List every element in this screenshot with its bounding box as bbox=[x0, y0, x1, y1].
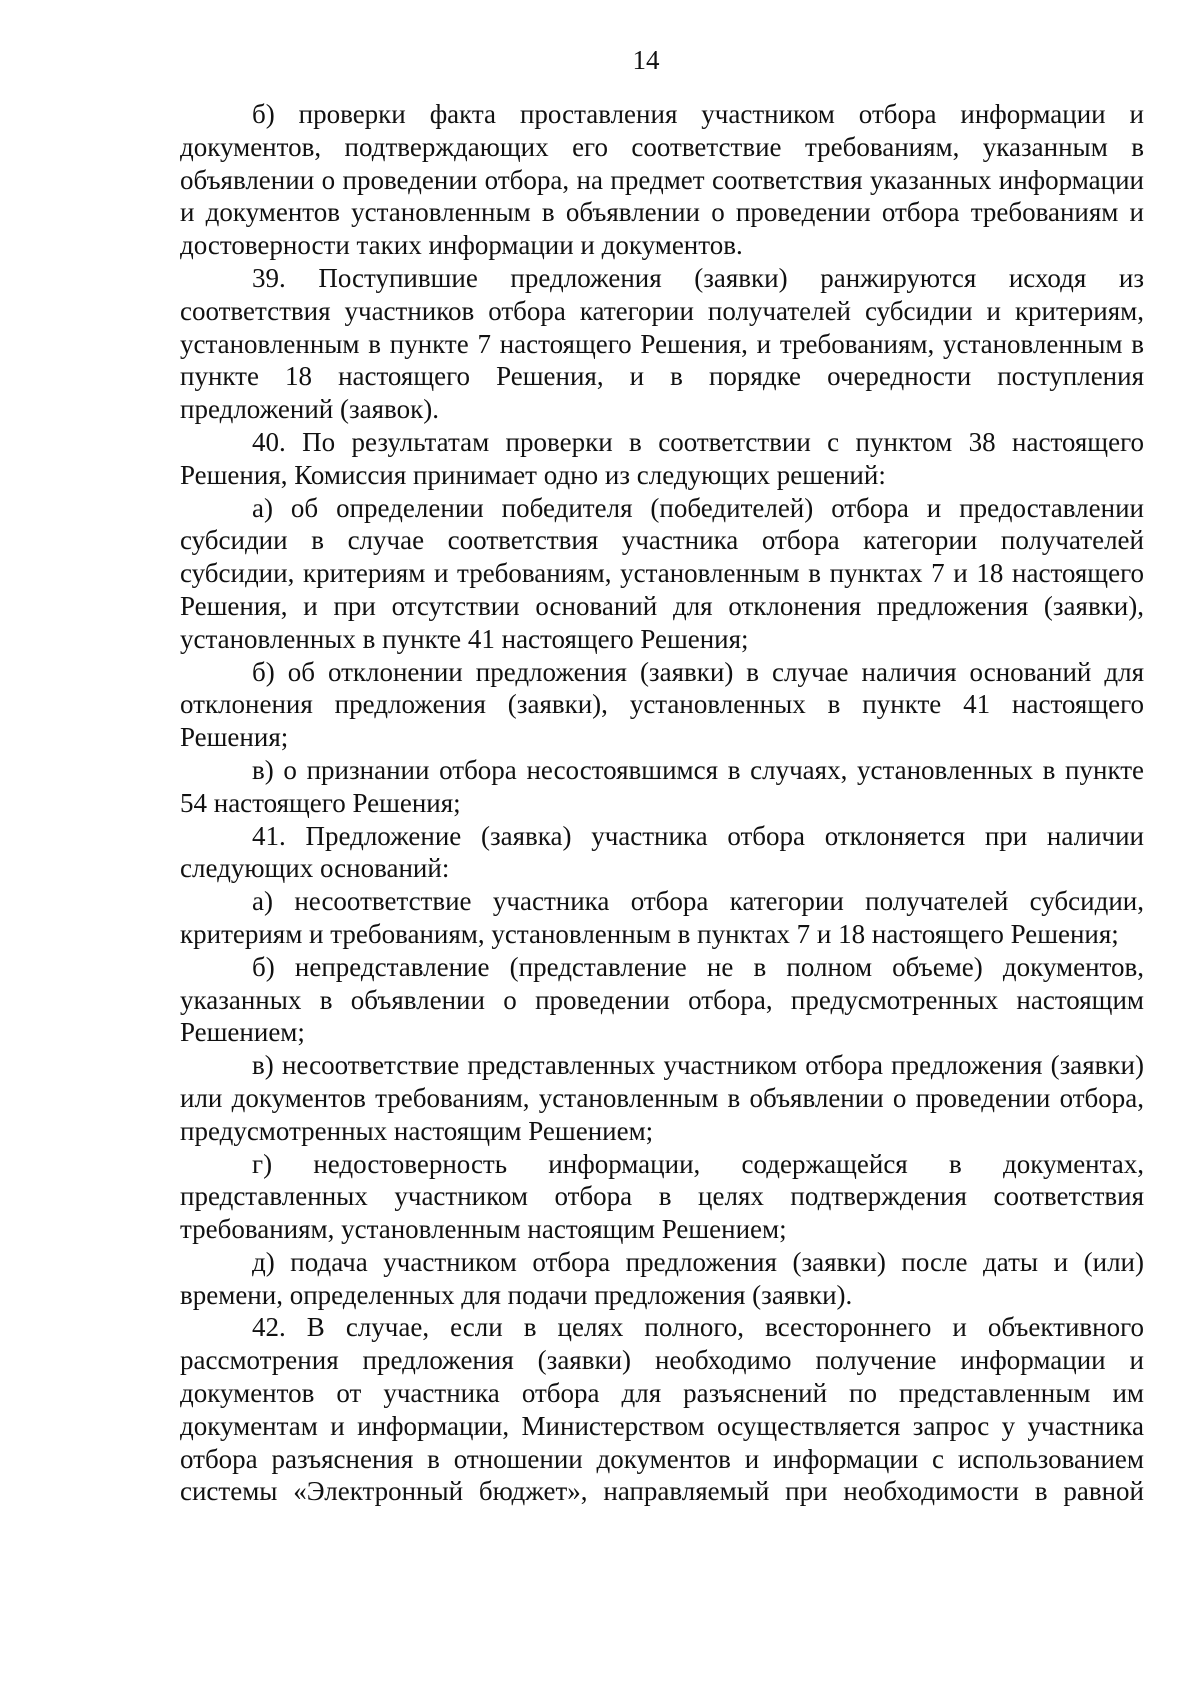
paragraph-42-clarification: 42. В случае, если в целях полного, всестороннего и объективного рассмотрения предложения (заявки) необходимо получение информации и документов от участника отбора для разъяснений по представленным им документам и информации, Министерством осуществляется запрос у участника отбора разъяснения в отношении документов и информации с использованием системы «Электронный бюджет», направляемый при необходимости в равной bbox=[180, 1312, 1144, 1507]
paragraph-41-v-noncompliance: в) несоответствие представленных участником отбора предложения (заявки) или документов требованиям, установленным в объявлении о проведении отбора, предусмотренных настоящим Решением; bbox=[180, 1050, 1144, 1146]
paragraph-40-b-rejection: б) об отклонении предложения (заявки) в случае наличия оснований для отклонения предложения (заявки), установленных в пункте 41 настоящего Решения; bbox=[180, 656, 1144, 753]
paragraph-39-ranking: 39. Поступившие предложения (заявки) ранжируются исходя из соответствия участников отбора категории получателей субсидии и критериям, установленным в пункте 7 настоящего Решения, и требованиям, установленным в пункте 18 настоящего Решения, и в порядке очередности поступления предложений (заявок). bbox=[180, 262, 1144, 425]
paragraph-40-v-failed: в) о признании отбора несостоявшимся в случаях, установленных в пункте 54 настоящего Решения; bbox=[180, 754, 1144, 818]
paragraph-41-grounds: 41. Предложение (заявка) участника отбора отклоняется при наличии следующих оснований: bbox=[180, 820, 1144, 884]
paragraph-41-a-mismatch: а) несоответствие участника отбора категории получателей субсидии, критериям и требованиям, установленным в пунктах 7 и 18 настоящего Решения; bbox=[180, 886, 1144, 949]
paragraph-40-a-winner: а) об определении победителя (победителей) отбора и предоставлении субсидии в случае соответствия участника отбора категории получателей субсидии, критериям и требованиям, установленным в пунктах 7 и 18 настоящего Решения, и при отсутствии оснований для отклонения предложения (заявки), установленных в пункте 41 настоящего Решения; bbox=[180, 492, 1144, 654]
paragraph-40-results: 40. По результатам проверки в соответствии с пунктом 38 настоящего Решения, Комиссия принимает одно из следующих решений: bbox=[180, 426, 1144, 490]
paragraph-41-g-false-info: г) недостоверность информации, содержащейся в документах, представленных участником отбора в целях подтверждения соответствия требованиям, установленным настоящим Решением; bbox=[180, 1148, 1144, 1245]
paragraph-b-verification: б) проверки факта проставления участником отбора информации и документов, подтверждающих его соответствие требованиям, указанным в объявлении о проведении отбора, на предмет соответствия указанных информации и документов установленным в объявлении о проведении отбора требованиям и достоверности таких информации и документов. bbox=[180, 99, 1144, 261]
paragraph-41-b-missing-docs: б) непредставление (представление не в полном объеме) документов, указанных в объявлении о проведении отбора, предусмотренных настоящим Решением; bbox=[180, 951, 1144, 1048]
page-number: 14 bbox=[632, 45, 660, 75]
document-body bbox=[180, 98, 1144, 1508]
paragraph-41-d-late-submission: д) подача участником отбора предложения (заявки) после даты и (или) времени, определенных для подачи предложения (заявки). bbox=[180, 1246, 1144, 1310]
